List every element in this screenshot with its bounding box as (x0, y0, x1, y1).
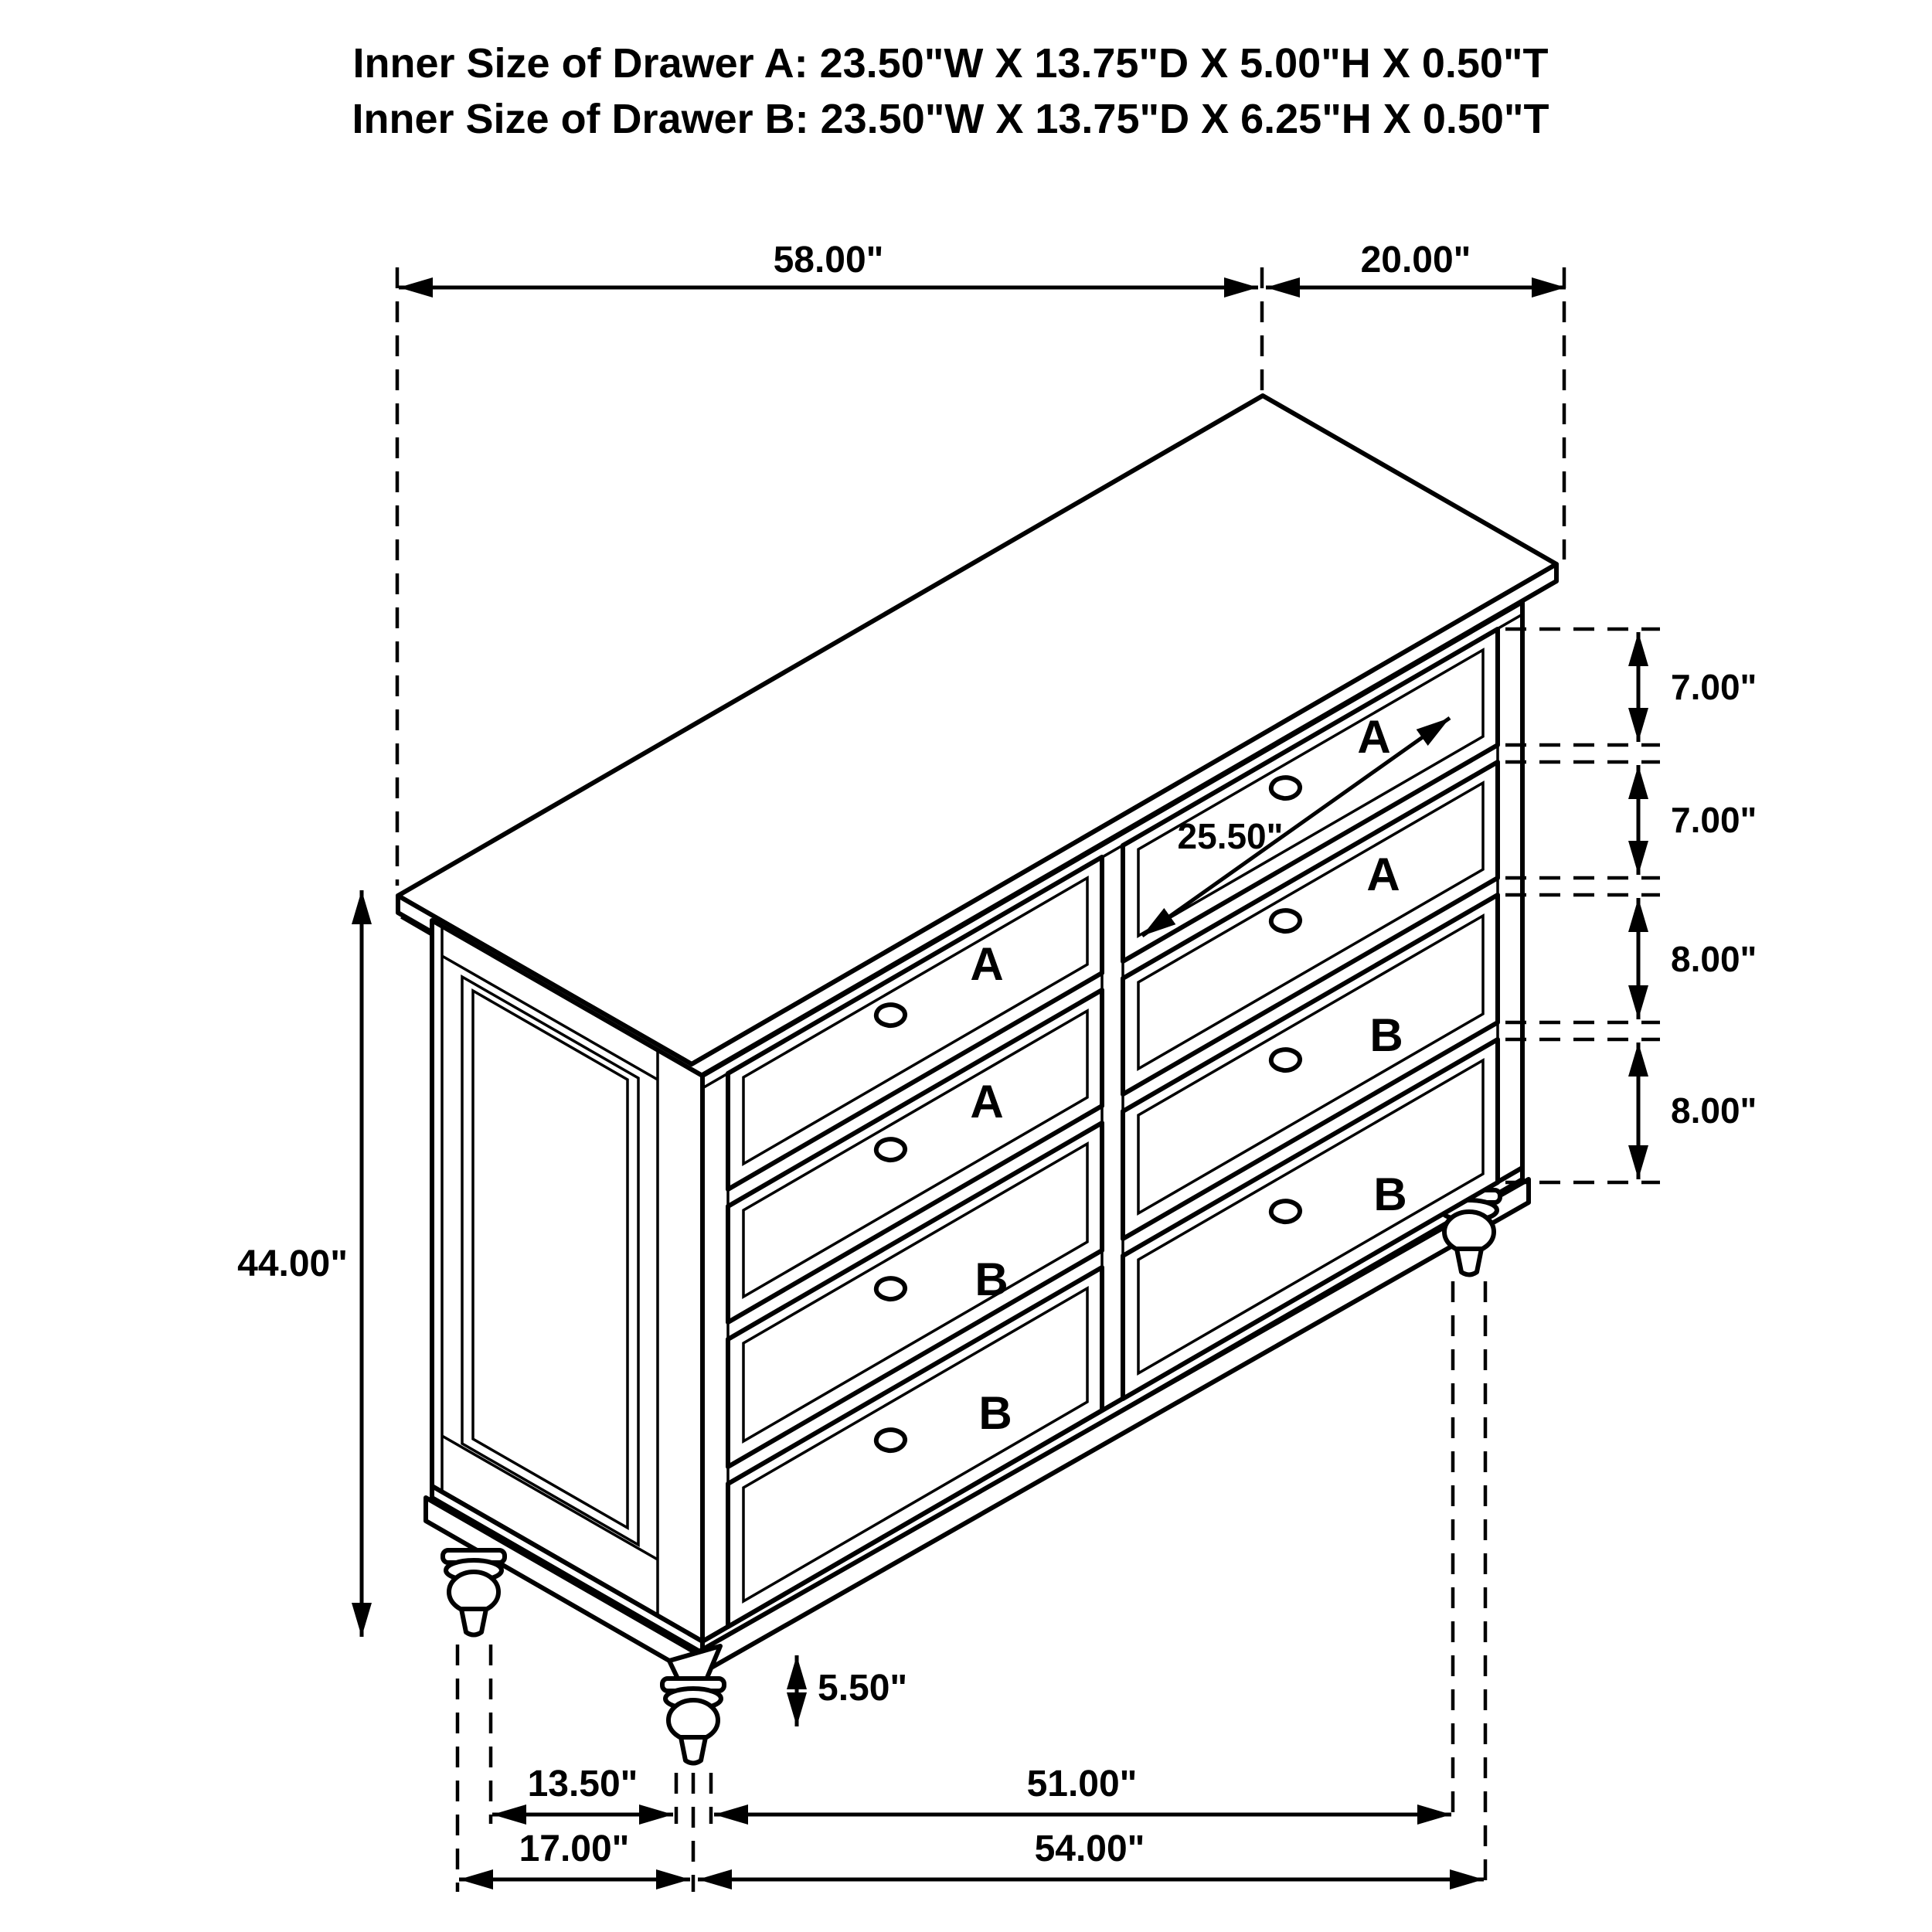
label-right-drawer-3: B (1369, 1009, 1403, 1061)
dimension-drawer-heights (1505, 629, 1757, 1182)
dim-label-side-leg-spacing: 17.00" (519, 1828, 630, 1869)
label-right-drawer-1: A (1357, 711, 1391, 763)
drawer-handle (1271, 777, 1300, 798)
dim-label-front-span-right: 51.00" (1026, 1764, 1138, 1804)
label-left-drawer-2: A (970, 1076, 1004, 1128)
back-left-leg (443, 1550, 505, 1635)
dim-label-front-leg-spacing: 13.50" (527, 1764, 638, 1804)
title-drawer-a-size: Inner Size of Drawer A: 23.50"W X 13.75"D X 5.00"H X 0.50"T (352, 40, 1549, 87)
label-left-drawer-4: B (978, 1387, 1012, 1439)
dim-label-row2-height: 7.00" (1671, 800, 1757, 840)
label-right-drawer-4: B (1373, 1168, 1407, 1220)
dim-label-top-width: 58.00" (773, 240, 884, 281)
label-right-drawer-2: A (1366, 849, 1400, 900)
dim-label-front-span-total: 54.00" (1034, 1828, 1145, 1869)
drawer-handle (1271, 1201, 1300, 1222)
drawer-handle (876, 1005, 905, 1026)
front-center-leg (662, 1679, 724, 1764)
drawer-handle (876, 1430, 905, 1451)
drawer-handle (876, 1278, 905, 1299)
dresser-drawing (398, 396, 1556, 1764)
drawer-handle (1271, 910, 1300, 931)
dimension-base-to-floor (797, 1655, 907, 1726)
dim-label-row1-height: 7.00" (1671, 667, 1757, 707)
dim-label-overall-height: 44.00" (237, 1243, 348, 1284)
title-drawer-b-size: Inner Size of Drawer B: 23.50"W X 13.75"D X 6.25"H X 0.50"T (352, 96, 1549, 142)
label-left-drawer-3: B (975, 1253, 1009, 1305)
title-block (352, 40, 1549, 142)
dim-label-base-to-floor: 5.50" (818, 1668, 908, 1709)
dim-label-top-depth: 20.00" (1360, 240, 1471, 281)
drawer-handle (876, 1139, 905, 1160)
dim-label-drawer-front-width: 25.50" (1177, 816, 1284, 856)
dimension-overall-height (237, 890, 362, 1637)
label-left-drawer-1: A (970, 938, 1004, 990)
dim-label-row3-height: 8.00" (1671, 939, 1757, 979)
drawer-handle (1271, 1049, 1300, 1070)
dim-label-row4-height: 8.00" (1671, 1090, 1757, 1131)
